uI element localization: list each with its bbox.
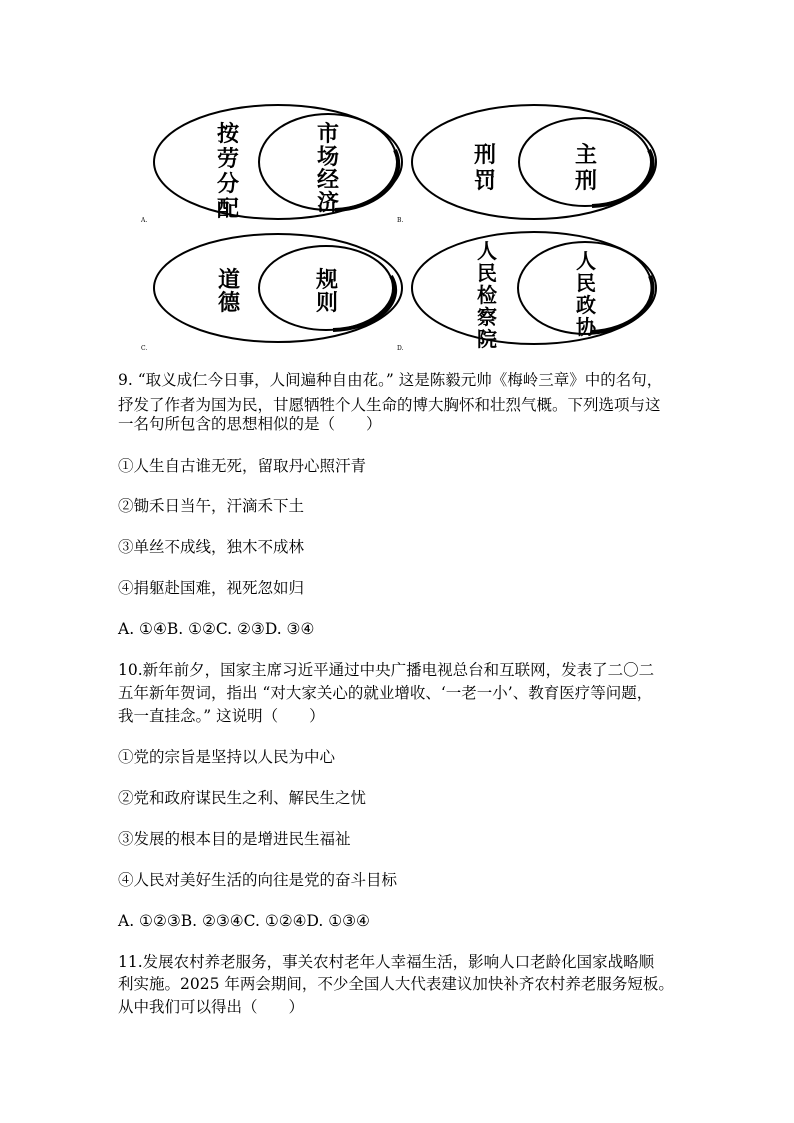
q10-stem-line-3: 我一直挂念。” 这说明（ ）: [118, 707, 325, 725]
outer-char: 罚: [473, 168, 497, 194]
inner-char: 规: [315, 267, 339, 293]
outer-char: 人: [477, 239, 497, 263]
q10-stem-line-1: 10.新年前夕，国家主席习近平通过中央广播电视总台和互联网，发表了二〇二: [118, 661, 655, 679]
venn-diagrams: [0, 0, 794, 360]
outer-char: 劳: [216, 146, 240, 172]
diagram-letter: C.: [141, 345, 148, 352]
diagram-d: [397, 232, 656, 352]
outer-char: 检: [477, 283, 497, 307]
outer-char: 民: [477, 261, 497, 285]
diagram-letter: D.: [397, 345, 404, 352]
q10-stem-line-2: 五年新年贺词，指出 “对大家关心的就业增收、‘一老一小’、教育医疗等问题，: [118, 684, 653, 702]
diagram-b: [397, 105, 656, 224]
q9-stem-line-1: 9. “取义成仁今日事，人间遍种自由花。” 这是陈毅元帅《梅岭三章》中的名句，: [118, 371, 663, 389]
inner-char: 市: [316, 121, 340, 147]
q9-option-1: ①人生自古谁无死，留取丹心照汗青: [118, 457, 367, 475]
inner-char: 刑: [574, 168, 598, 194]
q9-option-3: ③单丝不成线，独木不成林: [118, 538, 305, 556]
q11-stem-line-1: 11.发展农村养老服务，事关农村老年人幸福生活，影响人口老龄化国家战略顺: [118, 953, 655, 971]
inner-ellipse-shadow: [592, 276, 653, 332]
inner-char: 人: [576, 249, 596, 273]
diagram-letter: B.: [397, 217, 404, 224]
inner-char: 协: [576, 315, 596, 339]
inner-char: 主: [574, 142, 598, 168]
outer-char: 察: [477, 305, 497, 329]
diagram-a: [140, 105, 402, 224]
q10-option-1: ①党的宗旨是坚持以人民为中心: [118, 748, 336, 766]
q10-option-4: ④人民对美好生活的向往是党的奋斗目标: [118, 871, 398, 889]
outer-char: 德: [217, 290, 241, 316]
inner-char: 场: [316, 144, 340, 170]
inner-char: 民: [576, 271, 596, 295]
q9-stem-line-3: 一名句所包含的思想相似的是（ ）: [118, 415, 382, 433]
outer-char: 按: [216, 121, 240, 147]
inner-char: 济: [316, 190, 340, 216]
inner-char: 政: [576, 293, 596, 317]
q10-option-3: ③发展的根本目的是增进民生福祉: [118, 830, 351, 848]
outer-char: 院: [477, 327, 497, 351]
outer-char: 刑: [473, 142, 497, 168]
q10-option-2: ②党和政府谋民生之利、解民生之忧: [118, 789, 367, 807]
inner-char: 则: [315, 290, 339, 316]
inner-char: 经: [316, 167, 340, 193]
outer-char: 道: [217, 267, 241, 293]
q9-option-4: ④捐躯赴国难，视死忽如归: [118, 579, 305, 597]
q11-stem-line-3: 从中我们可以得出（ ）: [118, 998, 305, 1016]
q9-option-2: ②锄禾日当午，汗滴禾下土: [118, 497, 305, 515]
diagram-c: [141, 234, 402, 352]
q11-stem-line-2: 利实施。2025 年两会期间，不少全国人大代表建议加快补齐农村养老服务短板。: [118, 975, 674, 993]
q10-answer-choices: A. ①②③B. ②③④C. ①②④D. ①③④: [118, 912, 370, 930]
outer-char: 配: [216, 196, 240, 222]
outer-char: 分: [216, 171, 240, 197]
inner-ellipse-shadow: [335, 150, 398, 210]
q9-answer-choices: A. ①④B. ①②C. ②③D. ③④: [118, 620, 315, 638]
q9-stem-line-2: 抒发了作者为国为民，甘愿牺牲个人生命的博大胸怀和壮烈气概。下列选项与这: [118, 396, 661, 414]
diagram-letter: A.: [141, 217, 148, 224]
